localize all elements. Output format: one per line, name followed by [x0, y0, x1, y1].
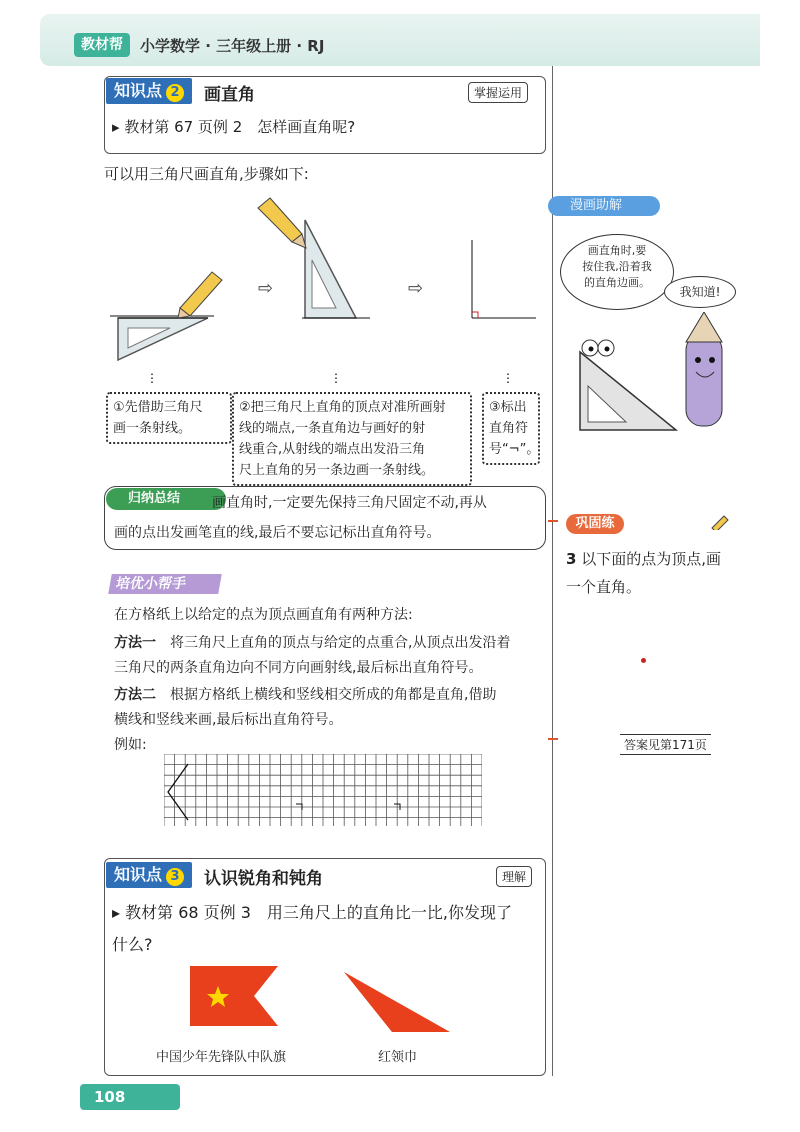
- bubble-line: 按住我,沿着我: [582, 260, 652, 273]
- scarf-caption: 红领巾: [378, 1050, 418, 1065]
- step3-figure: [472, 240, 536, 318]
- page-number: 108: [80, 1084, 180, 1110]
- step1-line: ①先借助三角尺: [113, 400, 203, 415]
- pencil-icon: [708, 512, 730, 530]
- kp2-title: 画直角: [204, 85, 255, 105]
- header-title: 小学数学 · 三年级上册 · RJ: [140, 37, 325, 55]
- svg-text:⋮: ⋮: [502, 371, 514, 385]
- kp2-mastery-tag: 掌握运用: [468, 82, 528, 103]
- step2-line: 尺上直角的另一条边画一条射线。: [239, 463, 435, 478]
- speech-bubble-triangle: [560, 234, 674, 310]
- step2-line: 线重合,从射线的端点出发沿三角: [239, 442, 426, 457]
- example-label: 例如:: [114, 737, 147, 753]
- side-dash: [548, 520, 558, 522]
- comic-characters: [560, 312, 750, 442]
- answer-reference: 答案见第171页: [620, 734, 711, 755]
- step3-line: 号“¬”。: [489, 442, 540, 457]
- kp3-title: 认识锐角和钝角: [204, 869, 323, 889]
- kp3-number: 3: [166, 868, 184, 886]
- summary-line: 画直角时,一定要先保持三角尺固定不动,再从: [212, 495, 487, 511]
- kp2-number: 2: [166, 84, 184, 102]
- summary-line: 画的点出发画笔直的线,最后不要忘记标出直角符号。: [114, 525, 441, 541]
- step1-line: 画一条射线。: [113, 421, 192, 436]
- helper-intro: 在方格纸上以给定的点为顶点画直角有两种方法:: [114, 607, 413, 623]
- method2-line2: 横线和竖线来画,最后标出直角符号。: [114, 712, 343, 728]
- red-scarf: [344, 972, 450, 1032]
- side-dash: [548, 738, 558, 740]
- helper-tag: 培优小帮手: [108, 574, 222, 594]
- kp3-label: [106, 862, 192, 888]
- practice-number: 3: [566, 550, 577, 568]
- practice-line: [566, 548, 721, 569]
- method1-text: 将三角尺上直角的顶点与给定的点重合,从顶点出发沿着: [170, 635, 511, 651]
- kp3-mastery-tag: 理解: [496, 866, 532, 887]
- step2-line: 线的端点,一条直角边与画好的射: [239, 421, 426, 436]
- flag-caption: 中国少年先锋队中队旗: [156, 1050, 287, 1065]
- step3-line: 直角符: [489, 421, 529, 436]
- flag-and-scarf: [180, 962, 480, 1038]
- method1-line: [114, 632, 510, 652]
- squadron-flag: [190, 966, 278, 1026]
- practice-tag: 巩固练: [566, 514, 624, 534]
- grid-paper: [164, 754, 482, 826]
- svg-text:⋮: ⋮: [330, 371, 342, 385]
- step3-note: [482, 392, 540, 465]
- pencil-character: [686, 334, 722, 426]
- column-divider: [552, 66, 553, 1076]
- kp2-label: [106, 78, 192, 104]
- method1-line2: 三角尺的两条直角边向不同方向画射线,最后标出直角符号。: [114, 660, 483, 676]
- header-book-tag: 教材帮: [74, 33, 130, 57]
- intro-text: 可以用三角尺画直角,步骤如下:: [104, 165, 309, 183]
- practice-line2: 一个直角。: [566, 578, 642, 596]
- kp2-example: ▸ 教材第 67 页例 2 怎样画直角呢?: [112, 118, 356, 136]
- kp3-example: ▸ 教材第 68 页例 3 用三角尺上的直角比一比,你发现了: [112, 903, 513, 922]
- speech-bubble-pencil: 我知道!: [664, 276, 736, 308]
- method1-label: 方法一: [114, 635, 156, 651]
- step3-line: ③标出: [489, 400, 527, 415]
- step2-line: ②把三角尺上直角的顶点对准所画射: [239, 400, 446, 415]
- comic-tag: 漫画助解: [548, 196, 660, 216]
- svg-text:⇨: ⇨: [408, 278, 424, 299]
- steps-illustration: [100, 190, 550, 390]
- practice-text: 以下面的点为顶点,画: [581, 550, 721, 568]
- step1-note: [106, 392, 232, 444]
- vertex-dot: [641, 658, 646, 663]
- method2-text: 根据方格纸上横线和竖线相交所成的角都是直角,借助: [170, 687, 497, 703]
- kp3-example-line2: 什么?: [112, 935, 153, 954]
- step2-note: [232, 392, 472, 486]
- method2-line: [114, 684, 496, 704]
- kp2-example-text: 教材第 67 页例 2 怎样画直角呢?: [124, 118, 356, 136]
- summary-tag: 归纳总结: [106, 488, 226, 510]
- step1-figure: [110, 272, 222, 360]
- kp2-label-text: 知识点: [114, 81, 163, 100]
- kp3-label-text: 知识点: [114, 865, 163, 884]
- kp3-example-text: 教材第 68 页例 3 用三角尺上的直角比一比,你发现了: [125, 903, 513, 922]
- method2-label: 方法二: [114, 687, 156, 703]
- bubble-line: 的直角边画。: [584, 276, 650, 289]
- svg-text:⋮: ⋮: [146, 371, 158, 385]
- bubble-line: 画直角时,要: [587, 244, 647, 257]
- svg-text:⇨: ⇨: [258, 278, 274, 299]
- step2-figure: [258, 198, 370, 318]
